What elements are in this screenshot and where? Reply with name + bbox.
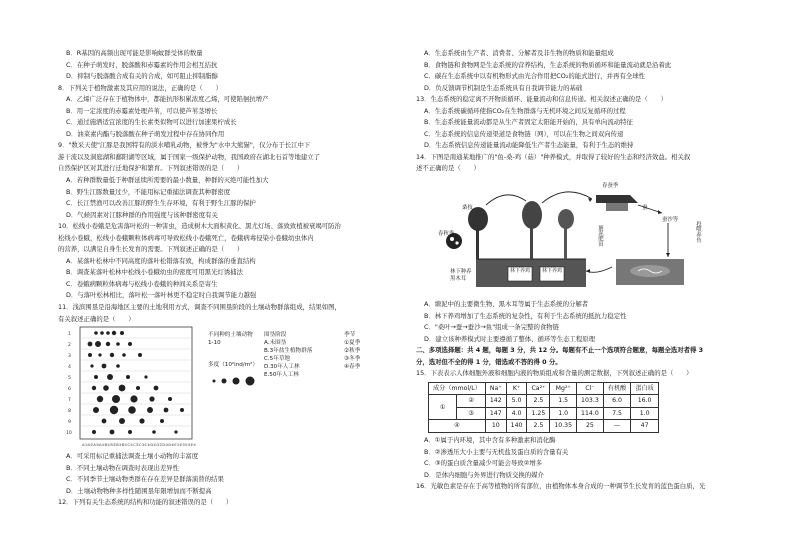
season-label: ①夏季 (344, 340, 361, 347)
row-label: 5 (68, 376, 71, 382)
table-row (429, 420, 659, 433)
row-label: 8 (68, 409, 71, 415)
table-cell: ② (457, 395, 485, 408)
option: B．不同土壤动物在调查时表现出差异性 (66, 463, 180, 472)
section-heading-cont: 分，选对但不全的得 1 分，错选或不答的得 0 分。 (416, 357, 562, 366)
row-label: 7 (68, 398, 71, 404)
stage-label: D.30年人工林 (264, 364, 300, 371)
option: B．调查某落叶松林中松线小卷蛾幼虫的密度可用黑光灯诱捕法 (66, 268, 243, 277)
label-mulberry: 桑枝 (462, 205, 473, 212)
fish-mulberry-chicken-diagram (416, 175, 746, 299)
row-label: 1 (68, 332, 71, 338)
option: C．不同季节土壤动物类群在存在差异是群落演替的结果 (66, 475, 224, 484)
table-cell: 25 (577, 420, 604, 433)
table-cell: 4.0 (506, 407, 527, 420)
label-spring-autumn: 春秋季 (438, 231, 455, 238)
bubble-grid (66, 325, 196, 451)
row-label: 2 (68, 343, 71, 349)
question-16: 16．光敏色素是存在于高等植物的所有部位，由植物体本身合成的一种调节生长发育的蓝色蛋白质，光 (416, 482, 706, 491)
row-label: 6 (68, 387, 71, 393)
option: B．食物链和食物网是生态系统的营养结构，生态系统的物质循环和能量流动就是沿着此 (424, 60, 672, 69)
legend-title-animals: 不同种的土壤动物 (208, 332, 253, 339)
table-cell: ③ (457, 407, 485, 420)
option: A．若种群数量低于种群延续所需要的最小数量，种群的灭绝可能性加大 (66, 176, 269, 185)
table-header-row (429, 382, 659, 395)
option: C．长江禁渔可以改善江豚的野生生存环境，有利于野生江豚的保护 (66, 199, 256, 208)
option: D．生态系统信息传递能量流动能降低生产者生态能量，有利于生态的维持 (424, 141, 634, 150)
stage-label: B.3年盐生植物群落 (264, 348, 313, 355)
text-line: 有关叙述正确的是（ ） (58, 314, 135, 323)
table-cell: 5.0 (506, 395, 527, 408)
question-10: 10．松线小卷蛾是危害落叶松的一种害虫，造成树木大面积黄化、黑尤灯场、落致致植被衰竭可防治 (58, 222, 341, 231)
option: B．林下养鸡增加了生态系统的复杂性，有利于生态系统的抵抗力稳定性 (424, 311, 627, 320)
row-label: 4 (68, 365, 71, 371)
option: A．塘泥中的主要微生物、黑木耳等属于生态系统的分解者 (424, 300, 589, 309)
option: D．与落叶松林相比，落叶松一落叶林更不稳定时自我调节能力越强 (66, 291, 257, 300)
text-line: 述不正确的是（ ） (416, 164, 480, 173)
table-cell: — (603, 420, 631, 433)
option: A．可采用标记重捕法调查土壤小动物的丰富度 (66, 452, 199, 461)
right-column (416, 48, 746, 493)
table-cell: 1.0 (631, 407, 659, 420)
sign-chicken-b: 林下养鸡 (542, 268, 563, 275)
option: A．某落叶松林中不同高度的落叶松错落有致，构成群落的垂直结构 (66, 256, 256, 265)
label-silkworm-excrement: 蚕沙等 (662, 217, 679, 224)
table-cell: 10.35 (550, 420, 577, 433)
question-13: 13．生态系统的稳定离不开物质循环、能量流动和信息传递。相关叙述正确的是（ ） (416, 95, 667, 104)
table-cell: 10 (485, 420, 506, 433)
season-label: ③冬季 (344, 356, 361, 363)
label-silkworm: 蚕 (642, 205, 648, 212)
option: D．油菜素内酯与脱落酸在种子萌发过程中存在协同作用 (66, 129, 225, 138)
text-line: 自然保护区对其进行迁地保护和繁育。下列叙述错误的是（ ） (58, 164, 244, 173)
table-cell: 2.5 (527, 420, 550, 433)
table-header: Ca²⁺ (527, 382, 550, 395)
option: B．②渗透压大小主要与无机盐及蛋白质的含量有关 (424, 447, 569, 456)
option: D．是体内细胞与外界进行物质交换的媒介 (424, 470, 544, 479)
option: C．生态系统的信息传递渠道是食物链（网），可以在生物之间双向传递 (424, 129, 624, 138)
question-12: 12．下列有关生态系统的结构和功能的叙述错误的是（ ） (58, 498, 233, 507)
option: D．气候因素对江豚种群的作用强度与该种群密度有关 (66, 210, 218, 219)
question-14: 14．下图是南通某地推广的"鱼-桑-鸡（菇）"种养模式，并取得了较好的生态和经济效益。相关叙 (416, 152, 691, 161)
option: B．野生江豚数量过少，不能用标记重捕法调查其种群密度 (66, 187, 231, 196)
option: A．乙烯广泛存在于植物体中，都能抗形积累浓度乙烯，可使陷徊抗增产 (66, 95, 269, 104)
table-row (429, 395, 659, 408)
legend-range: 1-10 (208, 340, 221, 347)
table-cell: ① (429, 395, 457, 420)
option: C．③的蛋白质含量减少可能会导致②增多 (424, 459, 543, 468)
table-cell: 142 (485, 395, 506, 408)
option: C．卷蛾病颗粒体病毒与松线小卷蛾的种间关系是寄生 (66, 279, 218, 288)
table-cell: 114.0 (577, 407, 604, 420)
question-8: 8．下列关于植物激素及其应用的说法，正确的是（ ） (58, 83, 222, 92)
option: A．生态系统碳循环使指CO₂在生物群落与无机环境之间反复循环的过程 (424, 106, 626, 115)
option: D．建立该种养模式时主要遵循了整体、循环等生态工程原理 (424, 334, 596, 343)
table-cell: 1.0 (550, 407, 577, 420)
option: C．"桑叶→蚕→蚕沙→鱼"组成一条完整的食物链 (424, 323, 560, 332)
question-9: 9．"数采天使"江豚是我国特有的淡水哺乳动物，被誉为"水中大熊猫"，仅分布于长江中下 (58, 141, 311, 150)
table-cell: 2.5 (527, 395, 550, 408)
label-spring-silkworm: 春蚕季 (602, 183, 619, 190)
question-15: 15．下表表示人体细胞外液和细胞内液的物质组成和含量的测定数据，下列叙述正确的是（ ） (416, 369, 693, 378)
option: A．生态系统由生产者、消费者、分解者及非生物的物质和能量组成 (424, 49, 614, 57)
table-cell: 47 (631, 420, 659, 433)
svg-text:A①A②A③A④B①B②B③B④C①C②C③C④D①D②D③: A①A②A③A④B①B②B③B④C①C②C③C④D①D②D③D④E①E②E③E④ (82, 443, 196, 448)
table-header: 有机酸 (603, 382, 631, 395)
option: C．碳在生态系统中以有机物形式由光合作用把CO₂的能式进行，并再有全球性 (424, 72, 646, 81)
table-cell: 7.5 (603, 407, 631, 420)
fluid-composition-table (428, 382, 659, 433)
text-line: 的营养，以满足自身生长发育的需要。下列叙述正确的是（ ） (58, 245, 244, 254)
label-feed-fish: 投喂养鱼 (695, 221, 701, 243)
option: B．生态系统能量流动都是从生产者固定太阳能开始的，具有单向流动特征 (424, 118, 633, 127)
legend-title-stage: 围垦阶段 (264, 332, 287, 339)
density-legend (208, 371, 268, 401)
soil-animal-bubble-figure (66, 325, 388, 451)
option: A．①属于内环境，其中含有多种激素和消化酶 (424, 436, 556, 445)
stage-label: C.5年草地 (264, 356, 291, 363)
legend-title-season: 季节 (344, 332, 356, 339)
question-11: 11．浅滨围垦是沿海地区主要的土地利用方式，调查不同围垦阶段的土壤动物群落组成，结果如图， (58, 303, 341, 312)
label-black-fungus: 林下种养黑木耳 (450, 269, 472, 283)
season-label: ④春季 (344, 364, 361, 371)
sign-chicken-a: 林下养鸡 (510, 268, 531, 275)
left-column (58, 48, 388, 509)
table-header: Na⁺ (485, 382, 506, 395)
table-cell: 1.5 (550, 395, 577, 408)
label-pond-mud: 塘泥肥田 (597, 225, 603, 247)
table-header: 蛋白质 (631, 382, 659, 395)
stage-label: A.未围垦 (264, 340, 287, 347)
table-cell: 140 (506, 420, 527, 433)
option: D．负反馈调节机制是生态系统具有自我调节能力的基础 (424, 83, 583, 92)
row-label: 10 (66, 431, 72, 437)
density-label: 多度（10²ind/m²） (208, 362, 258, 369)
text-line: C．在种子萌发时，脱落酸和赤霉素的作用会相互拮抗 (66, 60, 218, 69)
text-line: B．R基因的高频出现可能是影响蚊群受体的数量 (66, 49, 203, 57)
text-line: 游干流以及洞庭湖和鄱阳湖等区域，属于国家一级保护动物，我国政府在湖北石首等地建立了 (58, 152, 321, 161)
table-header: 成分（mmol/L） (429, 382, 486, 395)
row-label: 9 (68, 420, 71, 426)
table-cell: 103.3 (577, 395, 604, 408)
table-header: Mg²⁺ (550, 382, 577, 395)
table-cell: 1.25 (527, 407, 550, 420)
table-cell: 147 (485, 407, 506, 420)
text-line: D．抑制与脱落酸合成有关的合成，如可阻止抑制脂醇 (66, 72, 218, 81)
option: C．通过施洒适宜浓度的生长素类似物可以进行加速果柠成长 (66, 118, 237, 127)
table-cell: ④ (429, 420, 486, 433)
option: B．用一定浓度的赤霉素处理芦苇，可以使芦苇茎增长 (66, 106, 218, 115)
section-heading: 二、多项选择题：共 4 题，每题 3 分，共 12 分。每题有不止一个选项符合题意，每题全选对者得 3 (416, 346, 704, 355)
text-line: 松线小卷蛾，松线小卷蛾颗粒体病毒可导致松线小卷蛾死亡，卷蛾病毒侵染小卷蛾幼虫体内 (58, 233, 314, 242)
table-header: Cl⁻ (577, 382, 604, 395)
table-row (429, 407, 659, 420)
season-label: ②秋季 (344, 348, 361, 355)
stage-label: E.50年人工林 (264, 372, 299, 379)
option: D．土壤动物物种多样性随围垦年限增加而不断提高 (66, 486, 212, 495)
table-header: K⁺ (506, 382, 527, 395)
table-cell: 16.0 (631, 395, 659, 408)
table-cell: 6.0 (603, 395, 631, 408)
row-label: 3 (68, 354, 71, 360)
